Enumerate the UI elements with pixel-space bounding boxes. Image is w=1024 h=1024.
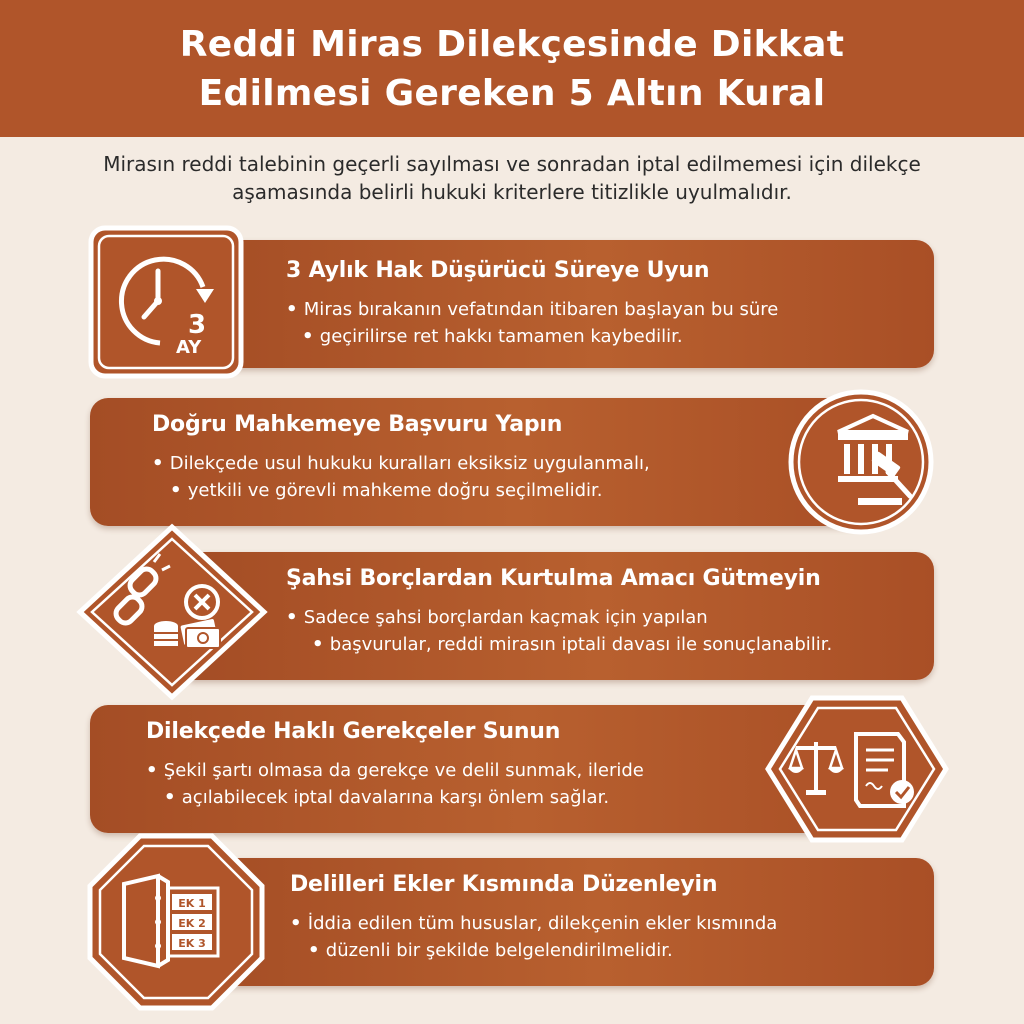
rule-title: Dilekçede Haklı Gerekçeler Sunun: [146, 719, 561, 744]
courthouse-gavel-icon: [776, 388, 944, 538]
icon-number: 3: [188, 310, 207, 340]
rule-line: • Şekil şartı olmasa da gerekçe ve delil sunmak, ileride: [146, 757, 644, 784]
clock-icon: [88, 225, 244, 379]
tab-label: EK 1: [178, 897, 206, 910]
scales-document-icon: [764, 694, 950, 844]
rule-title: Şahsi Borçlardan Kurtulma Amacı Gütmeyin: [286, 566, 821, 591]
rule-title: Delilleri Ekler Kısmında Düzenleyin: [290, 872, 718, 897]
tab-label: EK 2: [178, 917, 206, 930]
rule-line: • Sadece şahsi borçlardan kaçmak için yapılan: [286, 604, 708, 631]
rule-card-4: [90, 705, 880, 833]
rule-line: • Miras bırakanın vefatından itibaren başlayan bu süre: [286, 296, 778, 323]
rule-line: • geçirilirse ret hakkı tamamen kaybedilir.: [302, 323, 683, 350]
rule-line: • İddia edilen tüm hususlar, dilekçenin ekler kısmında: [290, 910, 777, 937]
rule-card-1: [190, 240, 934, 368]
intro-text: Mirasın reddi talebinin geçerli sayılması ve sonradan iptal edilmemesi için dilekçe aşamasında belirli hukuki kriterlere titizlikle uyulmalıdır.: [103, 152, 921, 204]
rule-line: • başvurular, reddi mirasın iptali davası ile sonuçlanabilir.: [312, 631, 832, 658]
rule-line: • düzenli bir şekilde belgelendirilmelidir.: [308, 937, 673, 964]
rule-card-5: [190, 858, 934, 986]
rule-line: • Dilekçede usul hukuku kuralları eksiksiz uygulanmalı,: [152, 450, 650, 477]
tab-label: EK 3: [178, 937, 206, 950]
rule-line: • yetkili ve görevli mahkeme doğru seçilmelidir.: [170, 477, 602, 504]
broken-chain-money-icon: [74, 522, 270, 702]
rule-line: • açılabilecek iptal davalarına karşı önlem sağlar.: [164, 784, 609, 811]
page-title: Reddi Miras Dilekçesinde Dikkat Edilmesi Gereken 5 Altın Kural: [179, 23, 845, 114]
rule-title: 3 Aylık Hak Düşürücü Süreye Uyun: [286, 258, 710, 283]
icon-unit: AY: [176, 337, 202, 358]
rule-title: Doğru Mahkemeye Başvuru Yapın: [152, 412, 563, 437]
header-banner: [0, 0, 1024, 137]
rule-card-2: [90, 398, 870, 526]
binder-icon: [86, 832, 266, 1012]
rule-card-3: [190, 552, 934, 680]
